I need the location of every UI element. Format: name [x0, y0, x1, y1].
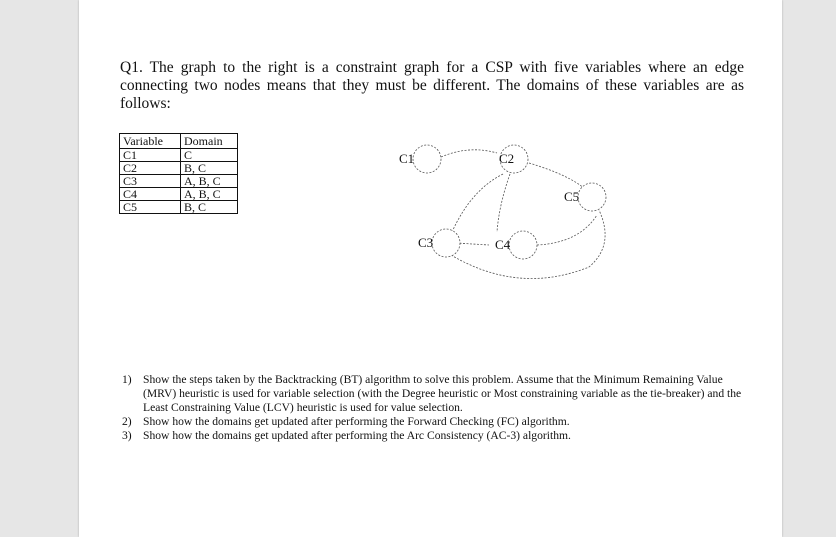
node-c4-label: C4 [495, 237, 511, 252]
task-text: Show how the domains get updated after performing the Arc Consistency (AC-3) algorithm. [143, 429, 571, 442]
node-c3-label: C3 [418, 235, 434, 250]
table-row [120, 162, 238, 175]
table-row [120, 201, 238, 214]
cell-variable: C1 [120, 149, 181, 162]
edge-c2-c5 [529, 163, 585, 189]
edge-c1-c2 [441, 150, 497, 157]
document-page [79, 0, 782, 537]
edge-c2-c4 [497, 174, 510, 232]
edge-c3-c4 [456, 243, 489, 245]
node-c3-circle [432, 229, 460, 257]
task-number: 2) [122, 415, 132, 428]
list-item [122, 373, 742, 415]
node-c4-circle [509, 231, 537, 259]
cell-domain: B, C [181, 162, 238, 175]
edge-c4-c5 [537, 215, 597, 245]
cell-variable: C3 [120, 175, 181, 188]
cell-variable: C4 [120, 188, 181, 201]
cell-domain: A, B, C [181, 188, 238, 201]
task-number: 1) [122, 373, 132, 386]
header-domain: Domain [181, 134, 238, 149]
node-c4 [495, 231, 537, 259]
table-row [120, 175, 238, 188]
node-c1-label: C1 [399, 151, 415, 166]
list-item [122, 429, 742, 443]
node-c5-label: C5 [564, 189, 580, 204]
task-number: 3) [122, 429, 132, 442]
table-row [120, 188, 238, 201]
cell-variable: C2 [120, 162, 181, 175]
header-variable: Variable [120, 134, 181, 149]
question-text: Q1. The graph to the right is a constraint graph for a CSP with five variables where an edge connecting two nodes means that they must be different. The domains of these variables are as follows: [120, 59, 744, 112]
task-text: Show the steps taken by the Backtracking (BT) algorithm to solve this problem. Assume that the Minimum Remaining Value (MRV) heuristic is used for variable selection (with the Degree heuristic or Most constraining variable as the tie-breaker) and the Least Constraining Value (LCV) heuristic is used for value selection. [143, 373, 742, 414]
domain-table [119, 133, 238, 214]
node-c2-label: C2 [499, 151, 515, 166]
task-list [122, 373, 742, 443]
node-c5-actual-circle [578, 183, 606, 211]
cell-domain: B, C [181, 201, 238, 214]
task-text: Show how the domains get updated after performing the Forward Checking (FC) algorithm. [143, 415, 570, 428]
node-c2 [499, 145, 528, 173]
cell-variable: C5 [120, 201, 181, 214]
constraint-graph [379, 135, 619, 285]
cell-domain: C [181, 149, 238, 162]
node-c5-circle [650, 183, 678, 211]
edge-c2-c3 [452, 174, 503, 232]
node-c5-actual [564, 183, 606, 211]
node-c1-circle [413, 145, 441, 173]
node-c3 [418, 229, 460, 257]
list-item [122, 415, 742, 429]
table-row [120, 149, 238, 162]
cell-domain: A, B, C [181, 175, 238, 188]
node-c5 [650, 183, 678, 211]
table-header-row [120, 134, 238, 149]
node-c1 [399, 145, 441, 173]
